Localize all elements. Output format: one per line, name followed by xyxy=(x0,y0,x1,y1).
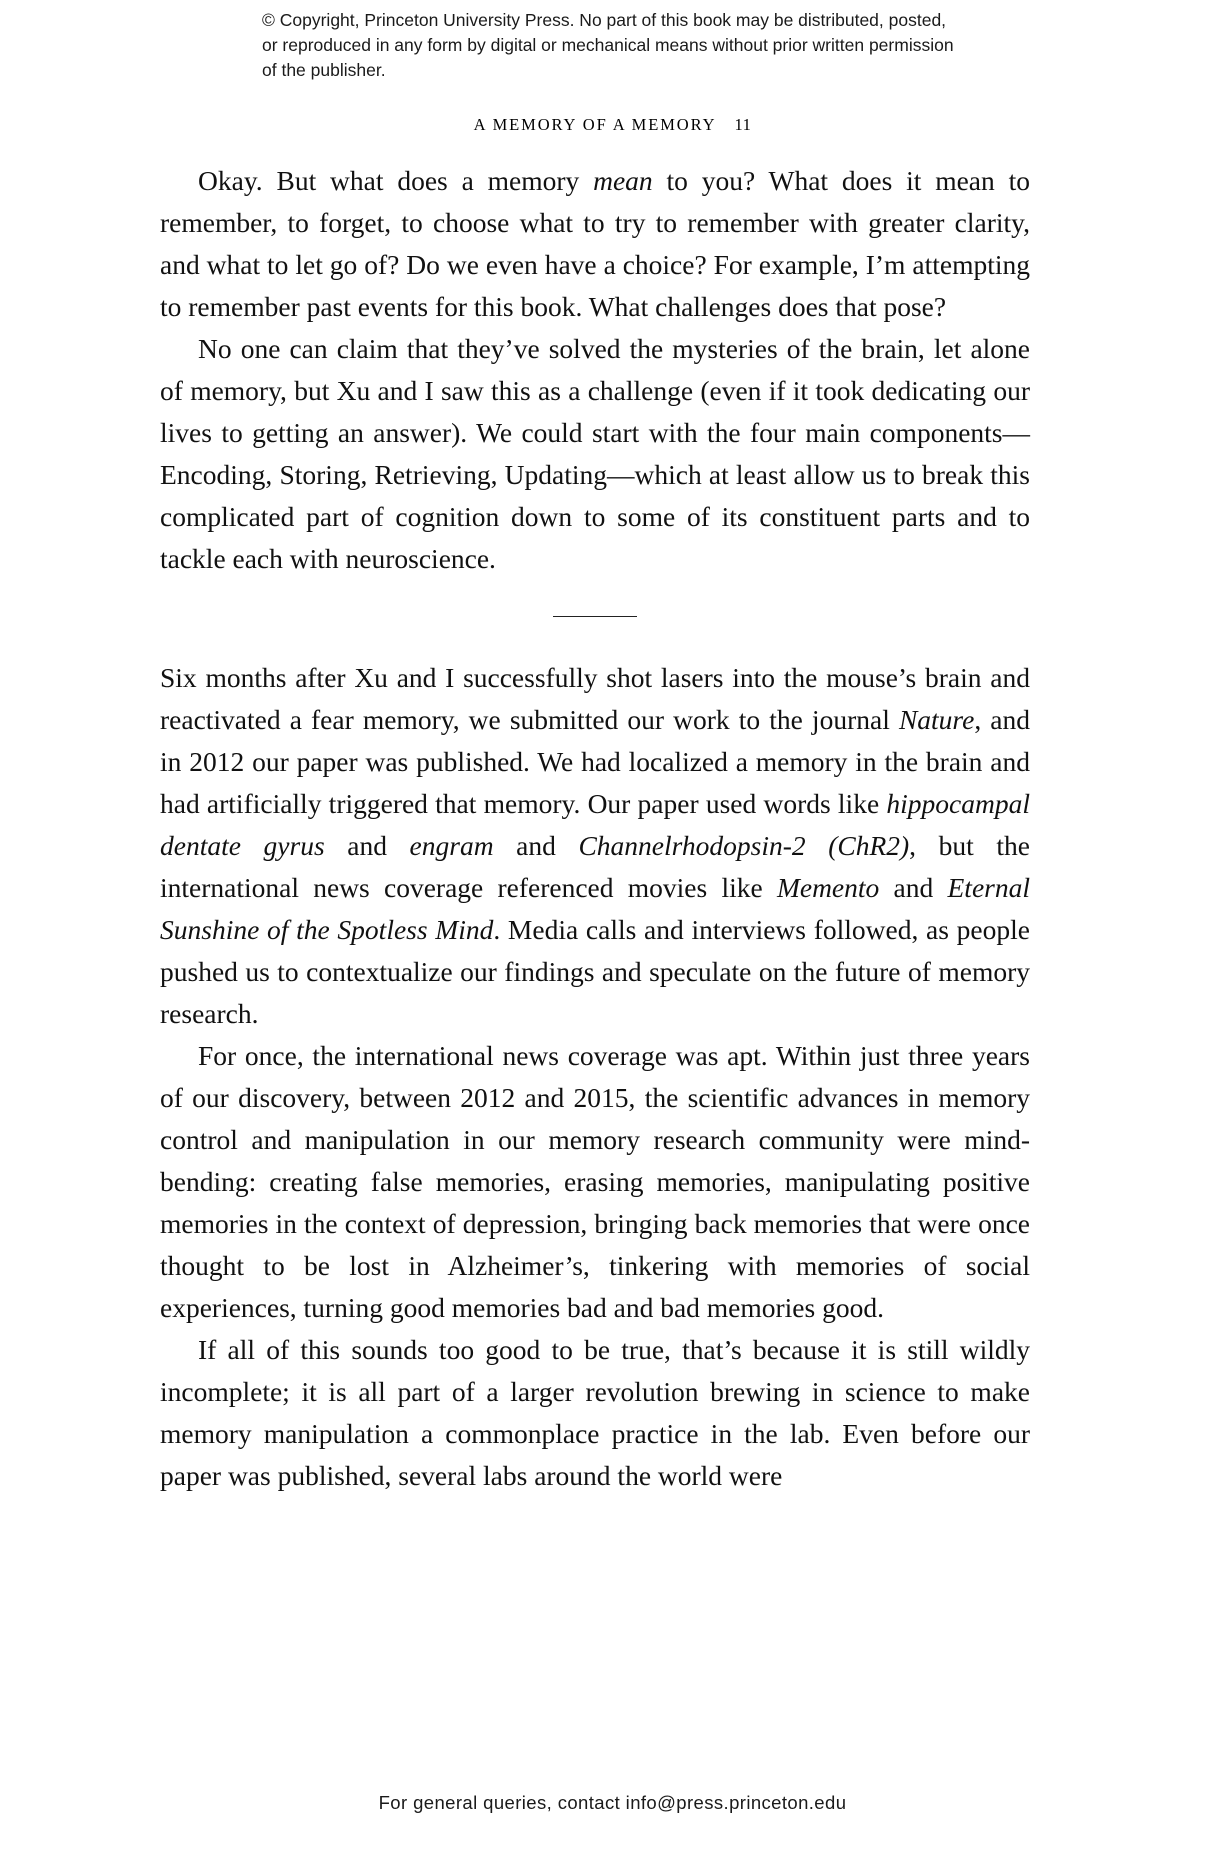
paragraph-3-text-e: , but the international news coverage referenced movies like xyxy=(160,830,1030,904)
copyright-notice: © Copyright, Princeton University Press. No part of this book may be distributed, posted, or reproduced in any form by digital or mechanical means without prior written permission of the publisher. xyxy=(262,10,954,80)
paragraph-3-italic-d: Channelrhodopsin-2 (ChR2) xyxy=(578,830,910,862)
general-queries-note: For general queries, contact info@press.princeton.edu xyxy=(378,1792,847,1813)
paragraph-3-text-f: and xyxy=(879,872,948,904)
running-head xyxy=(0,115,1225,135)
page-body xyxy=(160,160,1030,1497)
page-number: 11 xyxy=(734,115,752,134)
paragraph-4: For once, the international news coverage was apt. Within just three years of our discovery, between 2012 and 2015, the scientific advances in memory control and manipulation in our memory research community were mind-bending: creating false memories, erasing memories, manipulating positive memories in the context of depression, bringing back memories that were once thought to be lost in Alzheimer’s, tinkering with memories of social experiences, turning good memories bad and bad memories good. xyxy=(160,1040,1030,1324)
paragraph-3-text-d: and xyxy=(493,830,579,862)
paragraph-3-italic-e: Memento xyxy=(776,872,880,904)
paragraph-1-italic-a: mean xyxy=(593,165,653,196)
section-break-rule xyxy=(553,616,637,618)
paragraph-1-text-a: Okay. But what does a memory xyxy=(198,165,594,196)
paragraph-3-text-c: and xyxy=(324,830,410,862)
paragraph-3 xyxy=(160,657,1030,1035)
paragraph-1-text-b: to you? What does it mean to remember, to forget, to choose what to try to remember with greater clarity, and what to let go of? Do we even have a choice? For example, I’m attempting to remember past events for this book. What challenges does that pose? xyxy=(160,165,1030,322)
paragraph-3-italic-c: engram xyxy=(409,830,494,862)
paragraph-1 xyxy=(160,160,1030,328)
paragraph-3-italic-a: Nature xyxy=(898,704,975,736)
paragraph-5: If all of this sounds too good to be true, that’s because it is still wildly incomplete; it is all part of a larger revolution brewing in science to make memory manipulation a commonplace practice in the lab. Even before our paper was published, several labs around the world were xyxy=(160,1334,1030,1492)
section-break xyxy=(160,614,1030,617)
paragraph-2: No one can claim that they’ve solved the mysteries of the brain, let alone of memory, but Xu and I saw this as a challenge (even if it took dedicating our lives to getting an answer). We could start with the four main components—Encoding, Storing, Retrieving, Updating—which at least allow us to break this complicated part of cognition down to some of its constituent parts and to tackle each with neuroscience. xyxy=(160,333,1030,574)
paragraph-3-text-g: . Media calls and interviews followed, as people pushed us to contextualize our findings and speculate on the future of memory research. xyxy=(160,914,1030,1030)
paragraph-3-text-b: , and in 2012 our paper was published. We had localized a memory in the brain and had artificially triggered that memory. Our paper used words like xyxy=(160,704,1030,820)
paragraph-3-italic-b: hippocampal dentate gyrus xyxy=(160,788,1030,862)
paragraph-3-text-a: Six months after Xu and I successfully shot lasers into the mouse’s brain and reactivated a fear memory, we submitted our work to the journal xyxy=(160,662,1030,736)
running-head-title: A MEMORY OF A MEMORY xyxy=(473,115,717,134)
paragraph-3-italic-f: Eternal Sunshine of the Spotless Mind xyxy=(160,872,1030,946)
